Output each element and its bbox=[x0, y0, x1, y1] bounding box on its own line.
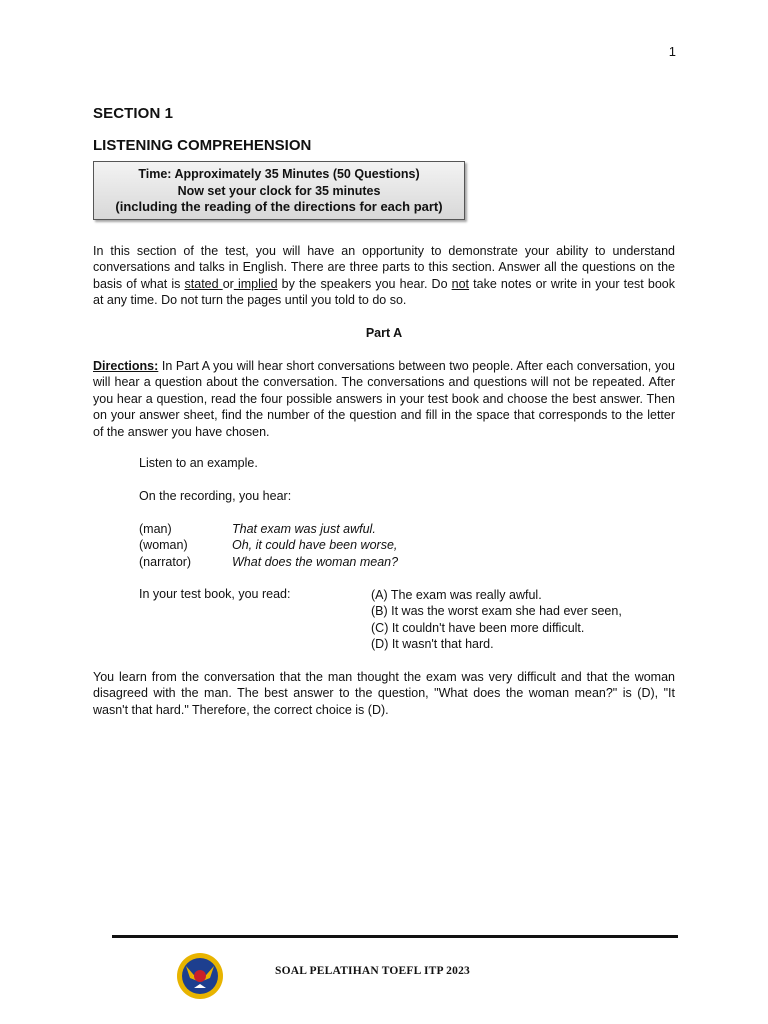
intro-or: or bbox=[222, 276, 234, 291]
intro-stated: stated bbox=[184, 276, 223, 291]
directions-text: In Part A you will hear short conversations between two people. After each conversation, you will hear a question about the conversation. The conversations and questions will not be repeated. After you hear a question, read the four possible answers in your test book and choose the best answer. Then on your answer sheet, find the number of the question and fill in the space that corresponds to the letter of the answer you have chosen. bbox=[93, 359, 675, 439]
dialog-speaker: (man) bbox=[139, 522, 172, 536]
footer-divider bbox=[112, 935, 678, 938]
testbook-label: In your test book, you read: bbox=[139, 587, 291, 601]
time-line-3: (including the reading of the directions for each part) bbox=[115, 199, 443, 214]
intro-text-3: take notes or write in your test book at any time. Do not turn the pages until you told to do so. bbox=[93, 276, 676, 308]
directions-paragraph bbox=[93, 358, 675, 440]
intro-paragraph bbox=[93, 243, 675, 309]
intro-not: not bbox=[451, 276, 470, 291]
dialog-line: That exam was just awful. bbox=[232, 522, 376, 536]
dialog-speaker: (woman) bbox=[139, 538, 188, 553]
example-intro: Listen to an example. bbox=[139, 456, 258, 470]
university-logo-icon bbox=[176, 952, 224, 1000]
conclusion-paragraph: You learn from the conversation that the man thought the exam was very difficult and that the woman disagreed with the man. The best answer to the question, "What does the woman mean?" is (D), "It wasn't that hard." Therefore, the correct choice is (D). bbox=[93, 670, 675, 717]
intro-text-2: by the speakers you hear. Do bbox=[277, 276, 452, 291]
dialog-speaker: (narrator) bbox=[139, 554, 192, 569]
dialog-line: Oh, it could have been worse, bbox=[232, 538, 398, 553]
option-a: (A) The exam was really awful. bbox=[371, 588, 542, 602]
option-d: (D) It wasn't that hard. bbox=[371, 637, 494, 652]
dialog-row bbox=[139, 537, 398, 553]
dialog-line: What does the woman mean? bbox=[232, 554, 399, 569]
dialog-row bbox=[139, 554, 398, 570]
dialog-row bbox=[139, 521, 398, 537]
time-line-2: Now set your clock for 35 minutes bbox=[177, 183, 381, 198]
option-c: (C) It couldn't have been more difficult. bbox=[371, 620, 585, 635]
answer-options bbox=[371, 587, 622, 653]
time-line-1: Time: Approximately 35 Minutes (50 Questions) bbox=[138, 167, 420, 181]
part-a-heading: Part A bbox=[365, 326, 403, 340]
example-dialog bbox=[139, 521, 398, 570]
intro-text-1: In this section of the test, you will have an opportunity to demonstrate your ability to understand conversations and talks in English. There are three parts to this section. Answer all the questions on the basis of what is bbox=[93, 244, 675, 291]
footer-text: SOAL PELATIHAN TOEFL ITP 2023 bbox=[275, 965, 470, 977]
recording-intro: On the recording, you hear: bbox=[139, 489, 292, 503]
section-subtitle: LISTENING COMPREHENSION bbox=[93, 137, 312, 154]
directions-label: Directions: bbox=[93, 359, 159, 373]
time-info-box bbox=[93, 161, 465, 220]
section-title: SECTION 1 bbox=[93, 105, 174, 122]
option-b: (B) It was the worst exam she had ever seen, bbox=[371, 604, 622, 619]
page-number: 1 bbox=[668, 44, 676, 59]
intro-implied: implied bbox=[233, 276, 278, 291]
